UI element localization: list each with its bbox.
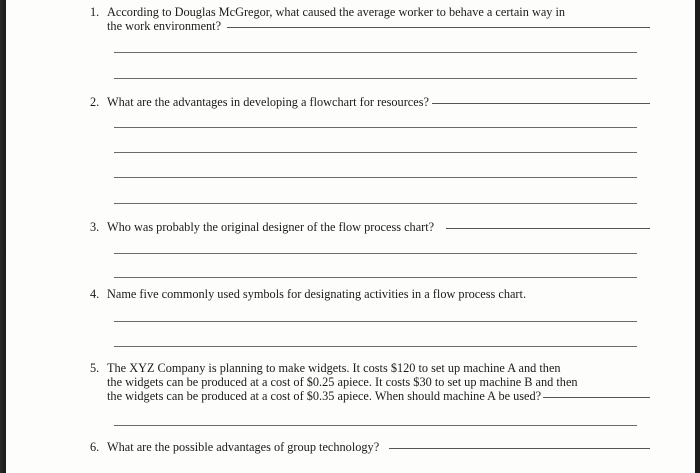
question-text: What are the possible advantages of group technology?	[107, 440, 380, 454]
question-text: the work environment?	[107, 19, 222, 33]
question-text: Name five commonly used symbols for designating activities in a flow process chart.	[107, 287, 527, 301]
page-left-edge	[0, 0, 6, 473]
answer-line[interactable]	[432, 103, 650, 104]
answer-line[interactable]	[114, 346, 637, 347]
question-number: 2.	[90, 95, 100, 109]
question-text: What are the advantages in developing a flowchart for resources?	[107, 95, 429, 109]
answer-line[interactable]	[389, 448, 650, 449]
question-text: Who was probably the original designer of the flow process chart?	[107, 220, 435, 234]
question-4	[90, 287, 650, 301]
answer-line[interactable]	[114, 127, 637, 128]
question-number: 5.	[90, 361, 100, 375]
question-text: the widgets can be produced at a cost of $0.25 apiece. It costs $30 to set up machine B and then	[107, 375, 578, 389]
answer-line[interactable]	[114, 152, 637, 153]
question-number: 6.	[90, 440, 100, 454]
question-1	[90, 5, 650, 33]
question-5	[90, 361, 650, 403]
question-3	[90, 220, 650, 234]
answer-line[interactable]	[114, 321, 637, 322]
question-text: the widgets can be produced at a cost of $0.35 apiece. When should machine A be used?	[107, 389, 542, 403]
question-number: 3.	[90, 220, 100, 234]
answer-line[interactable]	[114, 52, 637, 53]
answer-line[interactable]	[114, 203, 637, 204]
answer-line[interactable]	[543, 397, 650, 398]
answer-line[interactable]	[114, 253, 637, 254]
question-text: According to Douglas McGregor, what caused the average worker to behave a certain way in	[107, 5, 566, 19]
question-number: 1.	[90, 5, 100, 19]
question-text: The XYZ Company is planning to make widgets. It costs $120 to set up machine A and then	[107, 361, 561, 375]
question-6	[90, 440, 650, 454]
answer-line[interactable]	[446, 228, 650, 229]
answer-line[interactable]	[227, 27, 650, 28]
question-number: 4.	[90, 287, 100, 301]
answer-line[interactable]	[114, 277, 637, 278]
answer-line[interactable]	[114, 177, 637, 178]
answer-line[interactable]	[114, 78, 637, 79]
page-right-edge	[695, 0, 700, 473]
question-2	[90, 95, 650, 109]
answer-line[interactable]	[114, 425, 637, 426]
